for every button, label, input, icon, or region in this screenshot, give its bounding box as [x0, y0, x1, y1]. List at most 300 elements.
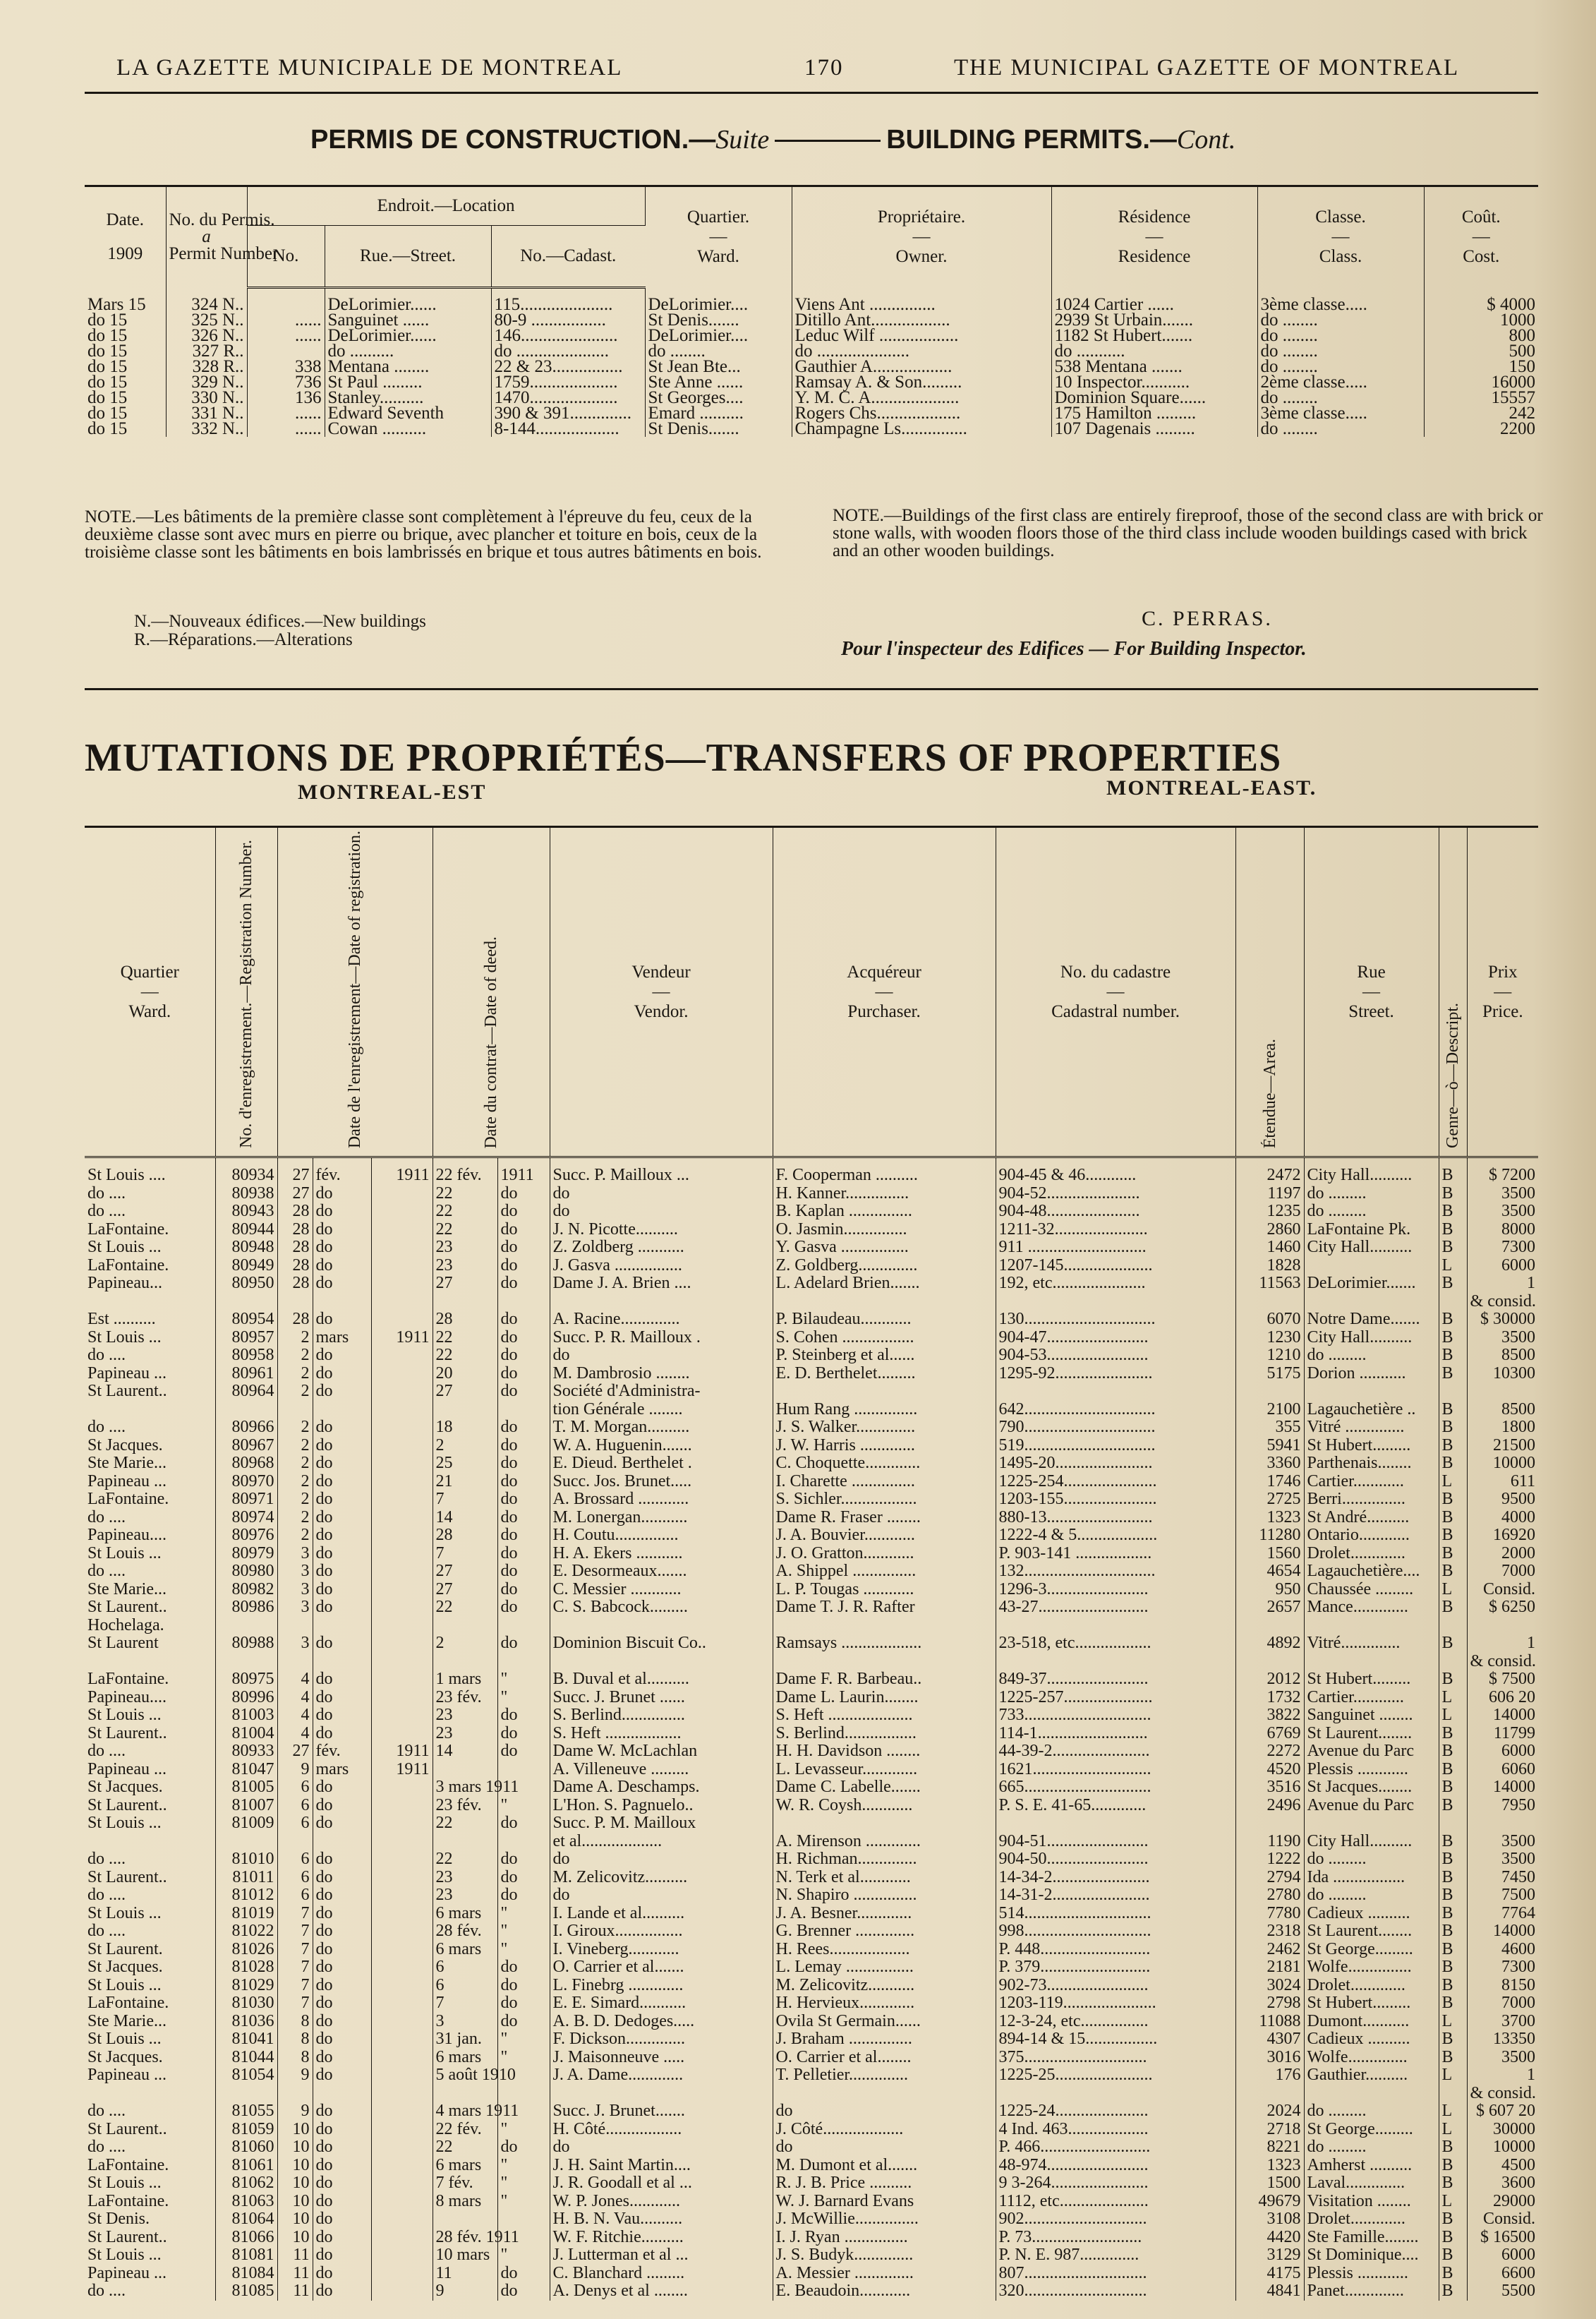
table-cell: do ...........: [1051, 344, 1257, 359]
table-cell: B: [1439, 1526, 1467, 1545]
table-cell: [277, 1653, 313, 1671]
table-cell: [433, 2085, 497, 2103]
table-cell: St Hubert.........: [1304, 1994, 1439, 2013]
table-cell: 2939 St Urbain.......: [1051, 313, 1257, 328]
table-cell: St Jacques........: [1304, 1778, 1439, 1797]
table-cell: 904-48......................: [996, 1203, 1235, 1221]
table-cell: [371, 1203, 433, 1221]
col-ward: Quartier — Ward.: [85, 827, 215, 1157]
table-cell: 1190: [1235, 1833, 1304, 1851]
col-price: Prix — Price.: [1467, 827, 1538, 1157]
table-cell: 4841: [1235, 2282, 1304, 2301]
transfer-row: [85, 1833, 1538, 1851]
table-cell: H. Richman..............: [773, 1850, 996, 1869]
table-cell: 11: [433, 2265, 497, 2283]
table-cell: 80-9 .................: [491, 313, 645, 328]
table-cell: [371, 2138, 433, 2157]
table-cell: B: [1439, 1994, 1467, 2013]
table-cell: [1439, 1617, 1467, 1635]
table-cell: S. Berlind...............: [550, 1706, 773, 1725]
table-cell: 23-518, etc..................: [996, 1634, 1235, 1653]
table-cell: B: [1439, 1509, 1467, 1527]
table-cell: 81062: [215, 2174, 277, 2193]
table-cell: Z. Zoldberg ...........: [550, 1239, 773, 1257]
table-cell: DeLorimier......: [325, 328, 491, 344]
table-cell: LaFontaine.: [85, 2157, 215, 2175]
table-cell: L: [1439, 1706, 1467, 1725]
table-cell: [371, 1581, 433, 1599]
table-cell: 606 20: [1489, 1687, 1536, 1706]
table-cell: do: [550, 1850, 773, 1869]
table-cell: do: [497, 1383, 550, 1401]
table-cell: do 15: [85, 406, 166, 421]
transfer-row: [85, 1418, 1538, 1437]
table-cell: Lagauchetière....: [1304, 1562, 1439, 1581]
table-cell: 6 mars: [433, 2049, 497, 2067]
table-cell: Champagne Ls...............: [792, 421, 1051, 437]
table-cell: B: [1439, 1922, 1467, 1941]
table-cell: Ste Marie...: [85, 1454, 215, 1473]
table-cell: [371, 1994, 433, 2013]
table-cell: 7: [277, 1994, 313, 2013]
table-cell: [497, 1617, 550, 1635]
table-cell: do: [313, 1185, 371, 1203]
table-cell: et al...................: [550, 1833, 773, 1851]
table-cell: A. Shippel ...............: [773, 1562, 996, 1581]
transfer-row: [85, 2121, 1538, 2139]
table-cell: 8: [277, 2013, 313, 2031]
table-cell: 904-47........................: [996, 1329, 1235, 1347]
table-cell: Papineau ...: [85, 1365, 215, 1383]
table-cell: ": [497, 2193, 550, 2211]
table-cell: 81061: [215, 2157, 277, 2175]
table-cell: do: [497, 1509, 550, 1527]
col-date: Date. 1909: [85, 186, 166, 288]
table-cell: 902.............................: [996, 2210, 1235, 2229]
table-cell: 4520: [1235, 1761, 1304, 1779]
transfer-row: [85, 2157, 1538, 2175]
table-cell: 22: [433, 1203, 497, 1221]
table-cell: Plessis ............: [1304, 2265, 1439, 2283]
table-cell: [371, 1526, 433, 1545]
table-cell: 81004: [215, 1725, 277, 1743]
table-cell: do: [497, 1257, 550, 1275]
table-cell: do: [313, 1562, 371, 1581]
table-cell: 8: [277, 2030, 313, 2049]
table-cell: 6 mars: [433, 1905, 497, 1923]
table-cell: B: [1439, 1490, 1467, 1509]
table-cell: do: [497, 1994, 550, 2013]
table-cell: do: [313, 1778, 371, 1797]
table-cell: [773, 1653, 996, 1671]
table-cell: 7: [277, 1941, 313, 1959]
table-cell: L. Adelard Brien.......: [773, 1275, 996, 1293]
table-cell: 2: [277, 1454, 313, 1473]
table-cell: 665..............................: [996, 1778, 1235, 1797]
transfers-title: MUTATIONS DE PROPRIÉTÉS—TRANSFERS OF PROPERTIES: [85, 736, 1282, 780]
table-cell: do: [313, 1941, 371, 1959]
table-cell: do: [313, 2193, 371, 2211]
table-cell: Laval..............: [1304, 2174, 1439, 2193]
table-cell: do: [497, 1886, 550, 1905]
table-cell: 14: [433, 1742, 497, 1761]
table-cell: [371, 1905, 433, 1923]
col-residence: Résidence — Residence: [1051, 186, 1257, 288]
table-cell: [1304, 1617, 1439, 1635]
table-cell: do .........: [1304, 1886, 1439, 1905]
table-cell: [371, 2121, 433, 2139]
table-cell: ......: [247, 406, 325, 421]
table-cell: Vitré ..............: [1304, 1418, 1439, 1437]
table-cell: J. N. Picotte..........: [550, 1221, 773, 1239]
table-cell: 18: [433, 1418, 497, 1437]
table-cell: 13350: [1493, 2030, 1536, 2049]
table-cell: B: [1439, 1311, 1467, 1329]
table-cell: 3500: [1501, 1327, 1536, 1347]
table-cell: 10 Inspector...........: [1051, 375, 1257, 390]
table-cell: 1759....................: [491, 375, 645, 390]
table-cell: Vitré..............: [1304, 1634, 1439, 1653]
table-cell: [371, 1670, 433, 1689]
table-cell: 1 mars: [433, 1670, 497, 1689]
table-cell: L. Finebrg .............: [550, 1977, 773, 1995]
table-cell: do ........: [1257, 421, 1424, 437]
transfer-row: [85, 1725, 1538, 1743]
table-cell: do: [313, 1581, 371, 1599]
table-cell: 22: [433, 1598, 497, 1617]
table-cell: Plessis ............: [1304, 1761, 1439, 1779]
table-cell: St Laurent..: [85, 2121, 215, 2139]
table-cell: Dame F. R. Barbeau..: [773, 1670, 996, 1689]
table-cell: do ........: [1257, 359, 1424, 375]
table-cell: 15557: [1491, 388, 1535, 407]
table-cell: do: [773, 2102, 996, 2121]
table-cell: St Louis ...: [85, 1545, 215, 1563]
table-cell: [85, 1833, 215, 1851]
table-cell: do ....: [85, 1185, 215, 1203]
table-cell: [215, 1401, 277, 1419]
table-cell: do: [313, 1905, 371, 1923]
table-cell: do .........: [1304, 1347, 1439, 1365]
table-cell: 28: [277, 1275, 313, 1293]
page-number: 170: [804, 55, 844, 80]
table-cell: St Jacques.: [85, 1778, 215, 1797]
table-cell: 1495-20.......................: [996, 1454, 1235, 1473]
table-cell: 2718: [1235, 2121, 1304, 2139]
table-cell: B: [1439, 1869, 1467, 1887]
table-cell: P. S. E. 41-65.............: [996, 1797, 1235, 1815]
table-cell: [497, 2210, 550, 2229]
table-cell: St Louis ....: [85, 1167, 215, 1185]
table-cell: 27: [277, 1742, 313, 1761]
table-cell: 911 ............................: [996, 1239, 1235, 1257]
transfer-row: [85, 1347, 1538, 1365]
transfer-row: [85, 1814, 1538, 1833]
table-cell: do: [313, 1239, 371, 1257]
table-cell: 4892: [1235, 1634, 1304, 1653]
table-cell: 80976: [215, 1526, 277, 1545]
table-cell: do: [313, 1850, 371, 1869]
table-cell: 1295-92.......................: [996, 1365, 1235, 1383]
table-cell: 9: [277, 2102, 313, 2121]
table-cell: $ 16500: [1480, 2227, 1536, 2246]
table-cell: Cadieux ..........: [1304, 2030, 1439, 2049]
table-cell: do: [313, 1257, 371, 1275]
table-cell: 4654: [1235, 1562, 1304, 1581]
table-cell: do: [497, 1706, 550, 1725]
table-cell: [215, 2085, 277, 2103]
table-cell: A. Mirenson .............: [773, 1833, 996, 1851]
table-cell: Ditillo Ant..................: [792, 313, 1051, 328]
table-cell: T. M. Morgan..........: [550, 1418, 773, 1437]
table-cell: E. Beaudoin............: [773, 2282, 996, 2301]
col-class: Classe. — Class.: [1257, 186, 1424, 288]
table-cell: [1304, 1814, 1439, 1833]
table-cell: 3024: [1235, 1977, 1304, 1995]
transfer-row: [85, 1598, 1538, 1617]
table-cell: do ........: [1257, 390, 1424, 406]
table-cell: 538 Mentana .......: [1051, 359, 1257, 375]
table-cell: 107 Dagenais .........: [1051, 421, 1257, 437]
table-cell: 146......................: [491, 328, 645, 344]
table-cell: City Hall..........: [1304, 1167, 1439, 1185]
transfer-row: [85, 1329, 1538, 1347]
table-cell: [371, 2013, 433, 2031]
table-cell: 1470....................: [491, 390, 645, 406]
table-cell: Hum Rang ...............: [773, 1401, 996, 1419]
table-cell: do: [313, 1347, 371, 1365]
table-cell: do ....: [85, 1886, 215, 1905]
table-cell: 11799: [1493, 1723, 1536, 1742]
table-cell: 7000: [1501, 1562, 1536, 1581]
col-location-street: Rue.—Street.: [325, 226, 491, 288]
table-cell: do: [497, 1454, 550, 1473]
table-cell: 11088: [1235, 2013, 1304, 2031]
table-cell: 80971: [215, 1490, 277, 1509]
table-cell: [371, 1886, 433, 1905]
table-cell: ": [497, 2246, 550, 2265]
table-cell: 2012: [1235, 1670, 1304, 1689]
table-cell: do: [497, 1203, 550, 1221]
table-cell: [371, 1454, 433, 1473]
table-cell: St Louis ...: [85, 1329, 215, 1347]
table-cell: do: [313, 2265, 371, 2283]
table-cell: [313, 2085, 371, 2103]
table-cell: 2: [277, 1365, 313, 1383]
table-cell: 6060: [1501, 1759, 1536, 1778]
table-cell: 20: [433, 1365, 497, 1383]
table-cell: [313, 1653, 371, 1671]
table-cell: H. Hervieux.............: [773, 1994, 996, 2013]
table-cell: 7: [433, 1994, 497, 2013]
table-cell: B: [1439, 1634, 1467, 1653]
table-cell: 8000: [1501, 1219, 1536, 1239]
table-cell: 2860: [1235, 1221, 1304, 1239]
table-cell: [773, 1383, 996, 1401]
table-cell: 6: [277, 1886, 313, 1905]
table-cell: 320.............................: [996, 2282, 1235, 2301]
table-cell: I. Charette ...............: [773, 1473, 996, 1491]
table-cell: St Laurent: [85, 1634, 215, 1653]
table-cell: [550, 2085, 773, 2103]
table-cell: do: [313, 1509, 371, 1527]
table-cell: 1323: [1235, 2157, 1304, 2175]
table-cell: Succ. J. Brunet.......: [550, 2102, 773, 2121]
table-cell: 7: [433, 1490, 497, 1509]
table-cell: do: [497, 1725, 550, 1743]
table-cell: [1439, 1814, 1467, 1833]
table-cell: St Laurent..: [85, 1598, 215, 1617]
table-cell: Ontario............: [1304, 1526, 1439, 1545]
table-cell: 80934: [215, 1167, 277, 1185]
table-cell: [85, 1293, 215, 1311]
table-cell: 4 Ind. 463...................: [996, 2121, 1235, 2139]
table-cell: Viens Ant ...............: [792, 297, 1051, 313]
table-cell: 9 3-264.......................: [996, 2174, 1235, 2193]
table-cell: 7300: [1501, 1958, 1536, 1977]
table-cell: ": [497, 1905, 550, 1923]
table-cell: 11: [277, 2282, 313, 2301]
gazette-header-english: THE MUNICIPAL GAZETTE OF MONTREAL: [954, 55, 1460, 80]
table-cell: [371, 1383, 433, 1401]
table-cell: [277, 1833, 313, 1851]
table-cell: do: [497, 1418, 550, 1437]
table-cell: [550, 1293, 773, 1311]
table-cell: [371, 1401, 433, 1419]
note-french: NOTE.—Les bâtiments de la première classe sont complètement à l'épreuve du feu, ceux de la deuxième classe sont avec murs en pierre ou brique, avec plancher et toiture en bois, ceux de la troisième classe sont les bâtiments en bois lambrissés en brique et tous autres bâtiments en bois.: [85, 507, 762, 562]
col-location: Endroit.—Location: [247, 186, 645, 226]
table-cell: do: [497, 1347, 550, 1365]
table-cell: A. Villeneuve .........: [550, 1761, 773, 1779]
table-cell: W. F. Ritchie..........: [550, 2229, 773, 2247]
transfer-row: [85, 1941, 1538, 1959]
table-cell: W. A. Huguenin.......: [550, 1437, 773, 1455]
transfer-row: [85, 1634, 1538, 1653]
table-cell: 3129: [1235, 2246, 1304, 2265]
table-cell: [497, 1293, 550, 1311]
table-cell: [497, 1761, 550, 1779]
table-cell: Papineau...: [85, 1275, 215, 1293]
table-cell: 1746: [1235, 1473, 1304, 1491]
table-cell: 23 fév.: [433, 1797, 497, 1815]
table-cell: 8: [277, 2049, 313, 2067]
table-cell: W. J. Barnard Evans: [773, 2193, 996, 2211]
table-cell: 4500: [1501, 2155, 1536, 2174]
transfer-row: [85, 2013, 1538, 2031]
table-cell: 736: [247, 375, 325, 390]
transfer-row: [85, 1239, 1538, 1257]
table-cell: [371, 1311, 433, 1329]
transfer-row: [85, 1778, 1538, 1797]
table-cell: St Laurent..: [85, 1725, 215, 1743]
transfer-row: [85, 2066, 1538, 2085]
table-cell: 10: [277, 2174, 313, 2193]
table-cell: A. B. D. Dedoges.....: [550, 2013, 773, 2031]
table-cell: 132...............................: [996, 1562, 1235, 1581]
transfer-row: [85, 1977, 1538, 1995]
table-cell: J. Côté...................: [773, 2121, 996, 2139]
table-cell: 9: [277, 1761, 313, 1779]
table-cell: J. A. Dame.............: [550, 2066, 773, 2085]
table-cell: do: [313, 1670, 371, 1689]
table-cell: 10: [277, 2193, 313, 2211]
transfer-row: [85, 1922, 1538, 1941]
transfer-row: [85, 1293, 1538, 1311]
table-cell: 7300: [1501, 1238, 1536, 1257]
permit-legend: [85, 613, 426, 649]
table-cell: 904-45 & 46............: [996, 1167, 1235, 1185]
table-cell: do: [313, 2138, 371, 2157]
table-cell: 6: [277, 1814, 313, 1833]
table-cell: Dame J. A. Brien ....: [550, 1275, 773, 1293]
table-cell: 14000: [1493, 1922, 1536, 1941]
property-transfers-table: [85, 826, 1538, 2301]
table-cell: O. Carrier et al.......: [550, 1958, 773, 1977]
table-cell: St Laurent..: [85, 1797, 215, 1815]
transfer-row: [85, 1509, 1538, 1527]
table-cell: 81028: [215, 1958, 277, 1977]
transfer-row: [85, 2030, 1538, 2049]
table-cell: do ....: [85, 2102, 215, 2121]
table-cell: 611: [1510, 1471, 1536, 1490]
table-cell: St Laurent..: [85, 1869, 215, 1887]
table-cell: 1230: [1235, 1329, 1304, 1347]
table-cell: Sanguinet ........: [1304, 1706, 1439, 1725]
transfer-row: [85, 1994, 1538, 2013]
table-cell: 3360: [1235, 1454, 1304, 1473]
table-cell: St Jacques.: [85, 1958, 215, 1977]
table-cell: B: [1439, 2210, 1467, 2229]
table-cell: 80933: [215, 1742, 277, 1761]
table-cell: 6: [277, 1850, 313, 1869]
table-cell: ": [497, 2157, 550, 2175]
table-cell: do: [313, 1383, 371, 1401]
table-cell: P. Steinberg et al......: [773, 1347, 996, 1365]
table-cell: 22 fév.: [433, 2121, 497, 2139]
table-cell: 6: [277, 1869, 313, 1887]
table-cell: 22 fév.: [433, 1167, 497, 1185]
table-cell: 28: [433, 1311, 497, 1329]
table-cell: mars: [313, 1329, 371, 1347]
table-cell: St Denis.: [85, 2210, 215, 2229]
table-cell: 4420: [1235, 2229, 1304, 2247]
table-cell: [433, 1293, 497, 1311]
table-cell: Dame A. Deschamps.: [550, 1778, 773, 1797]
table-cell: B: [1439, 1562, 1467, 1581]
table-cell: Lagauchetière ..: [1304, 1401, 1439, 1419]
table-cell: do: [313, 2102, 371, 2121]
table-cell: 950: [1235, 1581, 1304, 1599]
table-cell: [1235, 2085, 1304, 2103]
table-cell: [85, 1401, 215, 1419]
table-cell: 6769: [1235, 1725, 1304, 1743]
table-cell: J. Maisonneuve .....: [550, 2049, 773, 2067]
table-cell: 11: [277, 2265, 313, 2283]
table-cell: do: [497, 1598, 550, 1617]
table-cell: 375.............................: [996, 2049, 1235, 2067]
table-cell: [1304, 2085, 1439, 2103]
table-cell: do: [497, 1275, 550, 1293]
table-cell: B: [1439, 1545, 1467, 1563]
table-cell: W. R. Coysh............: [773, 1797, 996, 1815]
table-cell: do: [313, 2229, 371, 2247]
table-cell: 11563: [1235, 1275, 1304, 1293]
table-cell: do: [313, 1203, 371, 1221]
table-cell: Papineau....: [85, 1689, 215, 1707]
table-cell: B: [1439, 1167, 1467, 1185]
table-cell: 16920: [1493, 1526, 1536, 1545]
transfer-row: [85, 1383, 1538, 1401]
